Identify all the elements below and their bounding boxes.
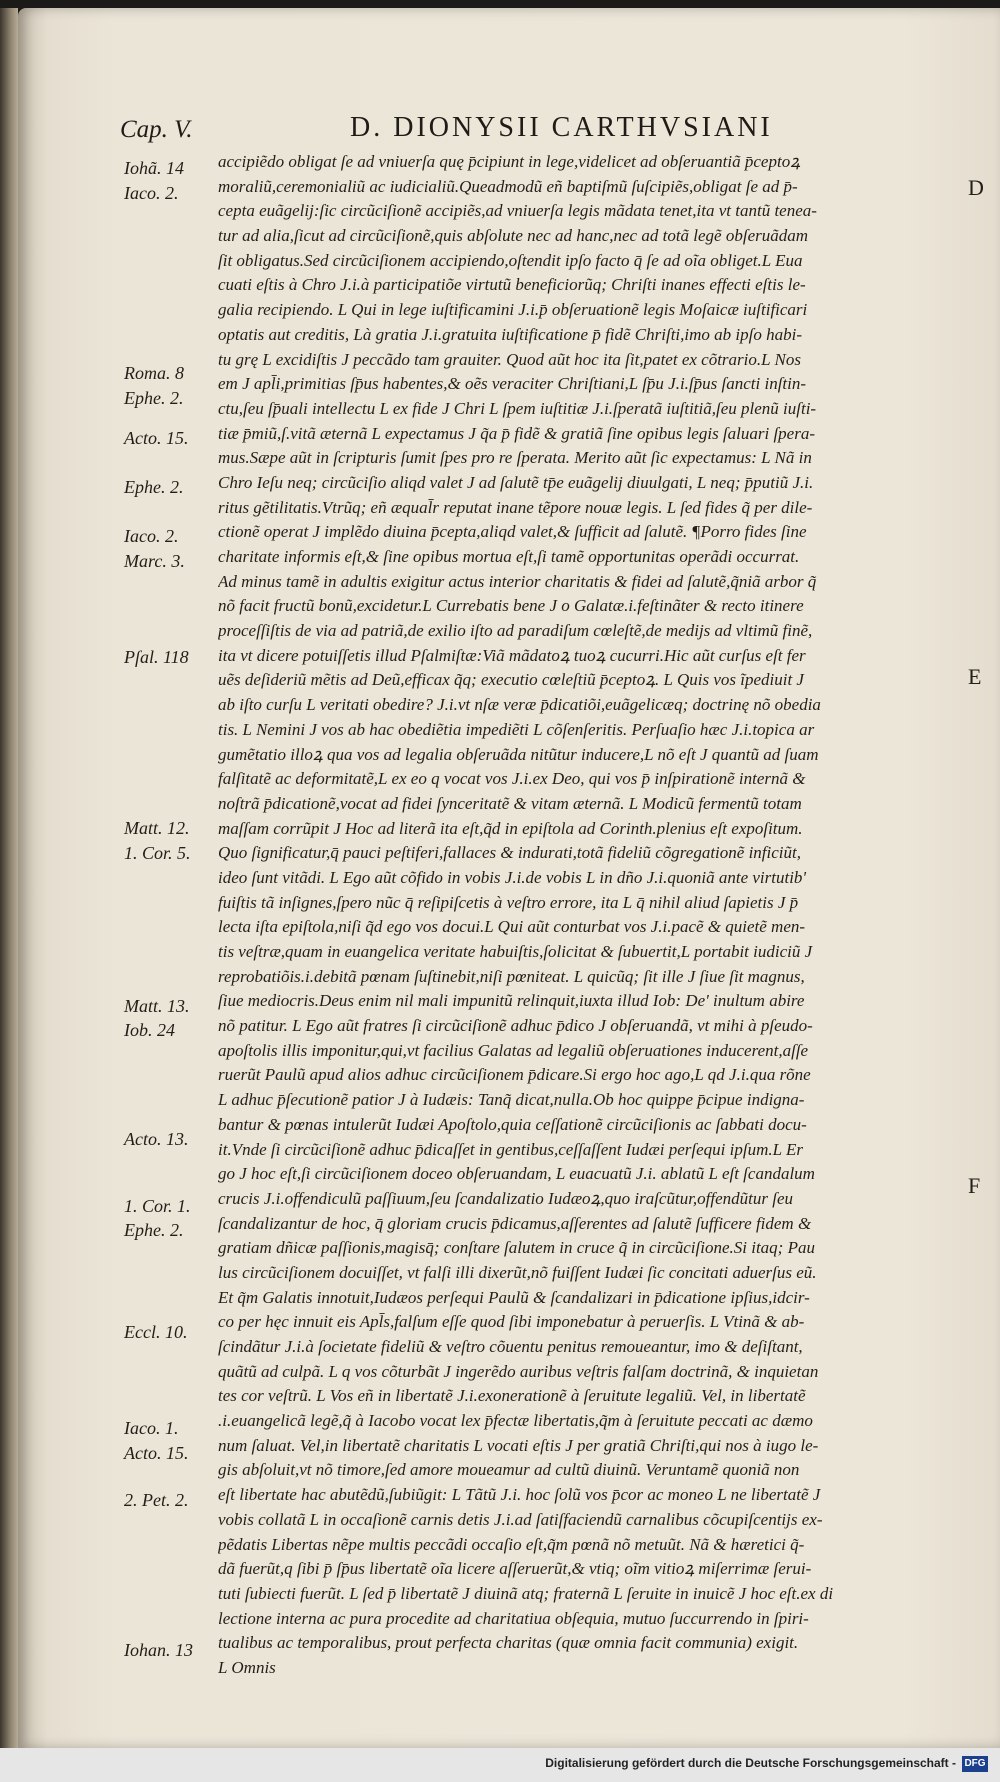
margin-reference: Iohã. 14 xyxy=(124,158,184,179)
page-edge xyxy=(0,8,18,1748)
margin-reference: Acto. 15. xyxy=(124,427,189,448)
text-line: cuati eſtis à Chro J.i.à participatiõe virtutũ beneficiorũq; Chriſti inanes effecti eſtis le- xyxy=(218,275,806,295)
text-line: ctu,ſeu ſp̄uali intellectu L ex fide J Chri L ſpem iuſtitiæ J.i.ſperatã iuſtitiã,ſeu plenũ iuſti- xyxy=(218,398,817,418)
margin-reference: 2. Pet. 2. xyxy=(124,1489,189,1510)
margin-reference: Ephe. 2. xyxy=(124,1220,184,1241)
page-header xyxy=(120,112,980,148)
footer-bar xyxy=(0,1748,1000,1782)
text-line: eſt libertate hac abutẽdũ,ſubiũgit: L Tãtũ J.i. hoc ſolũ vos p̄cor ac moneo L ne libertatẽ J xyxy=(218,1485,821,1505)
text-line: proceſſiſtis de via ad patriã,de exilio iſto ad paradiſum cœleſtẽ,de medijs ad vltimũ finẽ, xyxy=(218,621,813,641)
text-line: it.Vnde ſi circũciſionẽ adhuc p̄dicaſſet in gentibus,ceſſaſſent Iudæi perſequi ipſum.L Er xyxy=(218,1139,803,1159)
margin-reference: Iob. 24 xyxy=(124,1020,175,1041)
text-line: nõ patitur. L Ego aũt fratres ſi circũciſionẽ adhuc p̄dico J obſeruandã, vt mihi à pſeudo- xyxy=(218,1016,813,1036)
text-line: moraliũ,ceremonialiũ ac iudicialiũ.Queadmodũ eñ baptiſmũ ſuſcipiẽs,obligat ſe ad p̄- xyxy=(218,176,798,196)
text-line: crucis J.i.offendiculũ paſſiuum,ſeu ſcandalizatio Iudæoꝝ,quo iraſcũtur,offendũtur ſeu xyxy=(218,1188,794,1208)
text-line: ſiue mediocris.Deus enim nil mali impunitũ relinquit,iuxta illud Iob: De' inultum abire xyxy=(218,991,805,1011)
text-line: quãtũ ad culpã. L q vos cõturbãt J ingerẽdo auribus veſtris falſam doctrinã, & inquietan xyxy=(218,1361,819,1381)
text-line: apoſtolis illis imponitur,qui,vt facilius Galatas ad legaliũ obſeruationes inducerent,aſſe xyxy=(218,1040,809,1060)
margin-reference: Ephe. 2. xyxy=(124,388,184,409)
margin-reference: Marc. 3. xyxy=(124,551,185,572)
chapter-label: Cap. V. xyxy=(120,116,193,143)
margin-reference: Pſal. 118 xyxy=(124,647,189,668)
text-line: em J apl̄i,primitias ſp̄us habentes,& oẽs veraciter Chriſtiani,L ſp̄u J.i.ſp̄us ſancti inſtin- xyxy=(218,374,807,394)
margin-reference: Matt. 13. xyxy=(124,995,190,1016)
text-line: pẽdatis Libertas nẽpe multis peccãdi occaſio eſt,q̃m pœnã nõ metuũt. Nã & hæretici q̃- xyxy=(218,1534,805,1554)
text-line: num ſaluat. Vel,in libertatẽ charitatis L vocati eſtis J per gratiã Chriſti,qui nos à iugo le- xyxy=(218,1435,819,1455)
text-line: tes cor veſtrũ. L Vos eñ in libertatẽ J.i.exonerationẽ à ſeruitute legaliũ. Vel, in libertatẽ xyxy=(218,1386,806,1406)
text-line: accipiẽdo obligat ſe ad vniuerſa quę p̄cipiunt in lege,videlicet ad obſeruantiã p̄ceptoꝝ xyxy=(218,152,801,171)
section-letter: E xyxy=(968,663,982,689)
text-line: L adhuc p̄ſecutionẽ patior J à Iudæis: Tanq̃ dicat,nulla.Ob hoc quippe p̄cipue indigna- xyxy=(218,1090,805,1110)
text-line: dã fuerũt,q ſibi p̄ ſp̄us libertatẽ oĩa licere aſſeruerũt,& vtiq; oĩm vitioꝝ miſerrimæ ſerui- xyxy=(218,1559,812,1579)
text-line: tu grę L excidiſtis J peccãdo tam grauiter. Quod aũt hoc ita ſit,patet ex cõtrario.L Nos xyxy=(218,349,801,369)
text-line: tis veſtræ,quam in euangelica veritate habuiſtis,ſolicitat & ſubuertit,L portabit iudiciũ J xyxy=(218,942,813,961)
text-line: gis abſoluit,vt nõ timore,ſed amore moueamur ad cultũ diuinũ. Veruntamẽ quoniã non xyxy=(218,1460,800,1480)
text-line: go J hoc eſt,ſi circũciſionem doceo obſeruandam, L euacuatũ J.i. ablatũ L eſt ſcandalum xyxy=(218,1164,815,1184)
text-line: tiæ p̄miũ,ſ.vitã æternã L expectamus J q̃a p̄ fidẽ & gratiã ſine opibus legis ſaluari ſpera- xyxy=(218,423,816,443)
margin-reference: 1. Cor. 5. xyxy=(124,842,191,863)
text-line: L Omnis xyxy=(218,1657,276,1677)
text-line: ritus gẽtilitatis.Vtrũq; eñ æqual̄r reputat inane tẽpore nouæ legis. L ſed fides q̃ per dile- xyxy=(218,497,813,517)
margin-reference: Acto. 15. xyxy=(124,1442,189,1463)
margin-reference: Acto. 13. xyxy=(124,1129,189,1150)
text-line: .i.euangelicã legẽ,q̃ à Iacobo vocat lex p̄fectæ libertatis,q̃m à ſeruitute peccati ac dæmo xyxy=(218,1411,813,1431)
section-letter: D xyxy=(968,174,984,200)
text-line: galia recipiendo. L Qui in lege iuſtificamini J.i.p̄ obſeruationẽ legis Moſaicæ iuſtificari xyxy=(218,300,808,320)
running-title: D. DIONYSII CARTHVSIANI xyxy=(350,112,773,143)
text-line: mus.Sæpe aũt in ſcripturis ſumit ſpes pro re ſperata. Merito aũt ſic expectamus: L Nã in xyxy=(218,448,812,468)
text-line: bantur & pœnas intulerũt Iudæi Apoſtolo,quia ceſſationẽ circũciſionis ac ſabbati docu- xyxy=(218,1114,807,1134)
text-line: tualibus ac temporalibus, prout perfecta charitas (quæ omnia facit communia) exigit. xyxy=(218,1633,799,1653)
text-line: gratiam dñicæ paſſionis,magisq̄; conſtare ſalutem in cruce q̃ in circũciſione.Si itaq; Pau xyxy=(218,1238,815,1258)
text-line: gumẽtatio illoꝝ qua vos ad legalia obſeruãda nitũtur inducere,L nõ eſt J quantũ ad ſuam xyxy=(218,744,819,764)
text-line: ſcandalizantur de hoc, q̄ gloriam crucis p̄dicamus,aſſerentes ad ſalutẽ ſufficere fidem & xyxy=(218,1213,812,1233)
dfg-logo: DFG xyxy=(962,1756,988,1772)
text-line: ideo ſunt vitãdi. L Ego aũt cõfido in vobis J.i.de vobis L in dño J.i.quoniã ante virtutib' xyxy=(218,867,807,887)
text-line: tis. L Nemini J vos ab hac obediẽtia impediẽti L cõſenſeritis. Perſuaſio hæc J.i.topica ar xyxy=(218,719,815,739)
text-line: noſtrã p̄dicationẽ,vocat ad fidei ſynceritatẽ & vitam æternã. L Modicũ fermentũ totam xyxy=(218,793,802,813)
text-line: ab iſto curſu L veritati obedire? J.i.vt nſæ veræ p̄dicatiõi,euãgelicæq; doctrinę nõ obedia xyxy=(218,695,821,715)
text-line: cepta euãgelij:ſic circũciſionẽ accipiẽs,ad vniuerſa legis mãdata tenet,ita vt tantũ tenea- xyxy=(218,201,817,221)
text-line: co per hęc innuit eis Apl̄s,falſum eſſe quod ſibi imponebatur à peruerſis. L Vtinã & ab- xyxy=(218,1312,805,1332)
footer-credit: Digitalisierung gefördert durch die Deutsche Forschungsgemeinschaft - xyxy=(545,1756,956,1770)
text-line: nõ facit fructũ bonũ,excidetur.L Currebatis bene J o Galatæ.i.feſtinãter & recto itinere xyxy=(218,596,804,616)
text-line: maſſam corrũpit J Hoc ad literã ita eſt,q̃d in epiſtola ad Corinth.plenius eſt expoſitum. xyxy=(218,818,803,838)
text-line: Et q̃m Galatis innotuit,Iudæos perſequi Paulũ & ſcandalizari in p̄dicatione ipſius,idcir- xyxy=(218,1287,810,1307)
text-line: charitate informis eſt,& ſine opibus mortua eſt,ſi tamẽ opportunitas operãdi occurrat. xyxy=(218,547,800,566)
text-line: tur ad alia,ſicut ad circũciſionẽ,quis abſolute nec ad hanc,nec ad totã legẽ obſeruãdam xyxy=(218,226,809,246)
text-line: vobis collatã L in occaſionẽ carnis detis J.i.ad ſatiſfaciendũ carnalibus cõcupiſcentijs ex- xyxy=(218,1509,823,1529)
text-line: Quo ſignificatur,q̄ pauci peſtiferi,fallaces & indurati,totã fideliũ cõgregationẽ inficiũt, xyxy=(218,843,801,863)
margin-reference: 1. Cor. 1. xyxy=(124,1195,191,1216)
margin-reference: Ephe. 2. xyxy=(124,476,184,497)
margin-reference: Iaco. 2. xyxy=(124,183,179,204)
text-line: lus circũciſionem docuiſſet, vt falſi illi dixerũt,nõ fuiſſent Iudæi ſic concitati aduerſus eũ. xyxy=(218,1262,817,1282)
margin-reference: Iohan. 13 xyxy=(124,1640,193,1661)
text-line: fuiſtis tã inſignes,ſpero nũc q̄ reſipiſcetis à veſtro errore, ita L q̄ nihil aliud ſapietis J p̄ xyxy=(218,892,799,912)
text-line: lecta iſta epiſtola,niſi q̃d ego vos docui.L Qui aũt conturbat vos J.i.pacẽ & quietẽ men- xyxy=(218,917,806,937)
margin-reference: Roma. 8 xyxy=(124,363,184,384)
section-letter: F xyxy=(968,1172,981,1198)
margin-reference: Iaco. 2. xyxy=(124,526,179,547)
text-line: ita vt dicere potuiſſetis illud Pſalmiſtæ:Viã mãdatoꝝ tuoꝝ cucurri.Hic aũt curſus eſt fer xyxy=(218,645,806,665)
text-line: uẽs deſideriũ mẽtis ad Deũ,efficax q̃q; executio cœleſtiũ p̄ceptoꝝ. L Quis vos ĩpediuit J xyxy=(218,670,804,690)
text-line: ſit obligatus.Sed circũciſionem accipiendo,oſtendit ipſo facto q̄ ſe ad oĩa obliget.L Eua xyxy=(218,250,803,270)
text-line: lectione interna ac pura procedite ad charitatiua obſequia, mutuo ſuccurrendo in ſpiri- xyxy=(218,1608,809,1628)
body-text xyxy=(218,150,970,1681)
margin-reference: Matt. 12. xyxy=(124,817,190,838)
text-line: ſcindãtur J.i.à ſocietate fideliũ & veſtro cõuentu penitus remoueantur, imo & deſiſtant, xyxy=(218,1337,803,1356)
text-line: ruerũt Paulũ apud alios adhuc circũciſionem p̄dicare.Si ergo hoc ago,L qd J.i.qua rõne xyxy=(218,1065,811,1085)
text-line: Chro Ieſu neq; circũciſio aliqd valet J ad ſalutẽ tp̄e euãgelij diuulgati, L neq; p̄putiũ J.i. xyxy=(218,472,814,492)
text-line: reprobatiõis.i.debitã pœnam ſuſtinebit,niſi pœniteat. L quicũq; ſit ille J ſiue ſit magnus, xyxy=(218,966,805,986)
margin-reference: Eccl. 10. xyxy=(124,1321,188,1342)
text-line: optatis aut creditis, Là gratia J.i.gratuita iuſtificatione p̄ fidẽ Chriſti,imo ab ipſo habi- xyxy=(218,324,802,344)
text-line: ctionẽ operat J implẽdo diuina p̄cepta,aliqd valet,& ſufficit ad ſalutẽ. ¶Porro fides ſine xyxy=(218,522,807,542)
text-line: tuti ſubiecti fuerũt. L ſed p̄ libertatẽ J diuinã atq; fraternã L ſeruite in inuicẽ J hoc eſt.ex di xyxy=(218,1583,834,1603)
text-line: Ad minus tamẽ in adultis exigitur actus interior charitatis & fidei ad ſalutẽ,q̃niã arbor q̃ xyxy=(218,571,817,591)
text-line: falſitatẽ ac deformitatẽ,L ex eo q vocat vos J.i.ex Deo, qui vos p̄ inſpirationẽ internã & xyxy=(218,769,806,789)
margin-reference: Iaco. 1. xyxy=(124,1418,179,1439)
